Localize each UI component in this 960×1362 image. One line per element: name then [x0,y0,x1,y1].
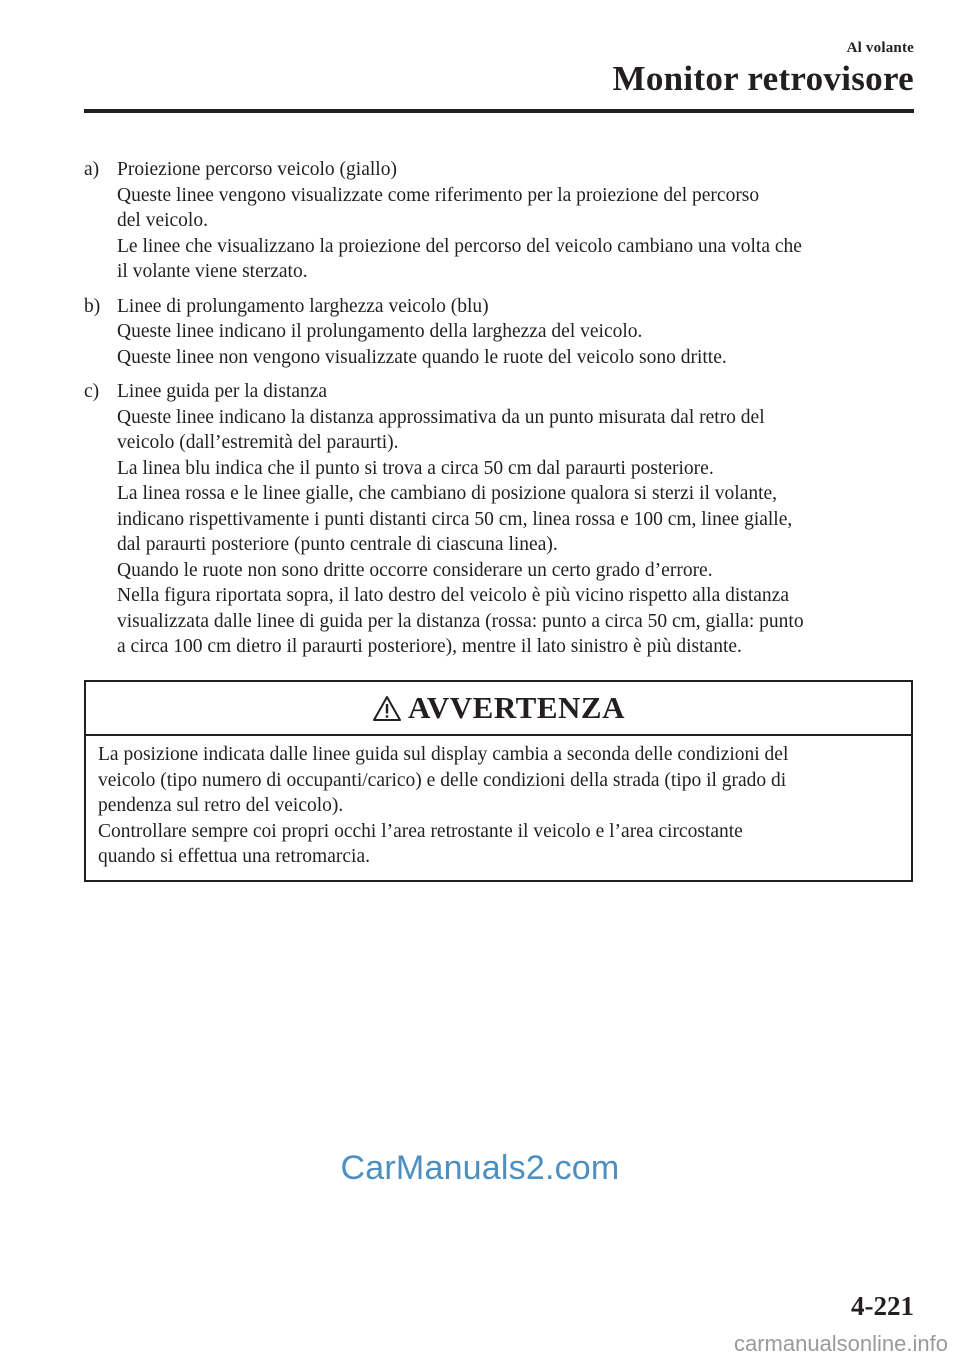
header-rule [84,109,914,113]
item-line: Queste linee vengono visualizzate come riferimento per la proiezione del percorso [117,184,760,206]
warning-title: AVVERTENZA [408,690,625,725]
item-line: Linee di prolungamento larghezza veicolo (blu) [117,295,489,317]
item-line: Quando le ruote non sono dritte occorre considerare un certo grado d’errore. [117,559,713,581]
footer-watermark-link[interactable]: carmanualsonline.info [733,1331,948,1356]
list-item-c [84,379,914,660]
content [84,157,914,669]
item-line: Linee guida per la distanza [117,381,328,402]
item-line: del veicolo. [117,210,208,231]
item-line: Queste linee indicano la distanza approssimativa da un punto misurata dal retro del [117,406,765,428]
section-label: Al volante [846,40,914,56]
warning-line: quando si effettua una retromarcia. [98,846,370,867]
item-letter: a) [84,159,100,180]
item-line: Le linee che visualizzano la proiezione del percorso del veicolo cambiano una volta che [117,235,802,257]
warning-triangle-icon [372,695,402,722]
item-line: visualizzata dalle linee di guida per la distanza (rossa: punto a circa 50 cm, gialla: punto [117,610,804,632]
warning-line: La posizione indicata dalle linee guida sul display cambia a seconda delle condizioni del [98,744,789,765]
item-line: indicano rispettivamente i punti distanti circa 50 cm, linea rossa e 100 cm, linee gialle, [117,508,793,530]
list-item-b [84,294,914,371]
list-item-a [84,157,914,285]
warning-box [84,680,913,882]
item-line: il volante viene sterzato. [117,261,308,282]
item-line: a circa 100 cm dietro il paraurti posteriore), mentre il lato sinistro è più distante. [117,636,742,657]
chapter-title: Monitor retrovisore [612,59,914,98]
item-line: Nella figura riportata sopra, il lato destro del veicolo è più vicino rispetto alla distanza [117,585,789,606]
warning-line: Controllare sempre coi propri occhi l’area retrostante il veicolo e l’area circostante [98,820,743,842]
item-line: dal paraurti posteriore (punto centrale di ciascuna linea). [117,534,558,555]
item-line: Queste linee indicano il prolungamento della larghezza del veicolo. [117,321,643,342]
item-line: Queste linee non vengono visualizzate quando le ruote del veicolo sono dritte. [117,346,727,368]
warning-header [86,682,911,736]
page-number: 4-221 [851,1291,914,1321]
item-line: Proiezione percorso veicolo (giallo) [117,159,397,180]
item-line: La linea blu indica che il punto si trova a circa 50 cm dal paraurti posteriore. [117,457,714,479]
warning-line: veicolo (tipo numero di occupanti/carico) e delle condizioni della strada (tipo il grado di [98,769,787,791]
item-letter: b) [84,295,101,317]
watermark-link[interactable]: CarManuals2.com [340,1149,620,1187]
item-letter: c) [84,381,100,402]
warning-body [86,736,911,880]
item-line: La linea rossa e le linee gialle, che cambiano di posizione qualora si sterzi il volante, [117,483,778,504]
warning-line: pendenza sul retro del veicolo). [98,795,344,816]
item-line: veicolo (dall’estremità del paraurti). [117,432,399,453]
